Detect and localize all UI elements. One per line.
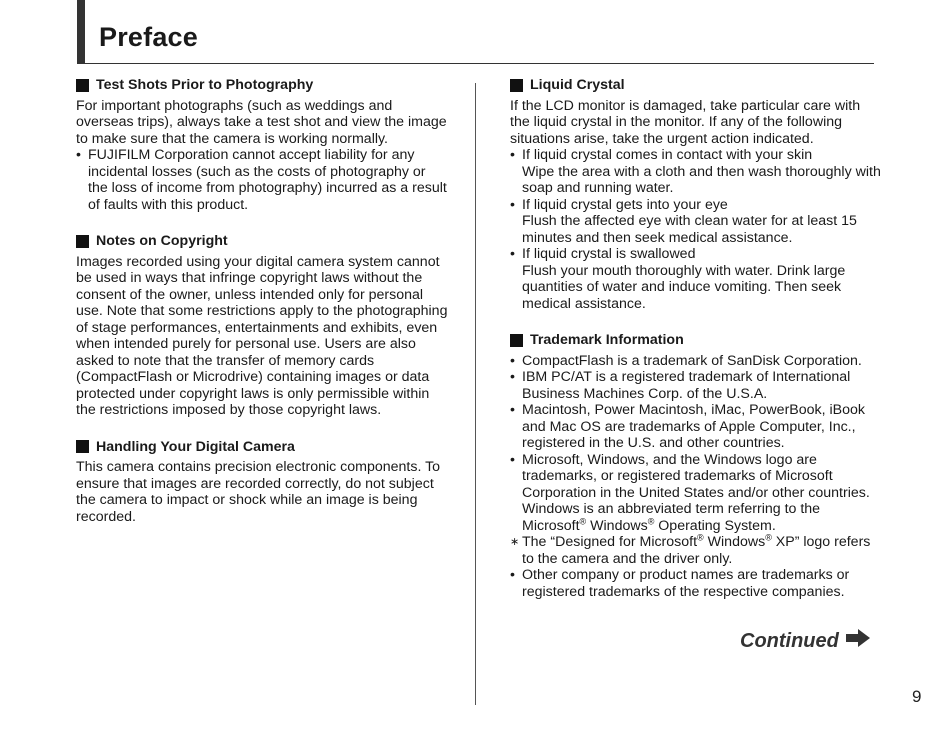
section-liquid-crystal (510, 77, 882, 312)
section-heading (76, 233, 448, 250)
text-run: XP” logo refers to the camera and the driver only. (522, 534, 871, 567)
registered-mark: ® (697, 532, 704, 543)
section-paragraph: This camera contains precision electronic components. To ensure that images are recorded correctly, do not subject the camera to impact or shock while an image is being recorded. (76, 459, 441, 525)
continued-text: Continued (740, 629, 839, 652)
section-heading (76, 77, 448, 94)
right-column (510, 77, 882, 620)
action-text: Flush the affected eye with clean water for at least 15 minutes and then seek medical assistance. (522, 213, 857, 246)
list-item: • IBM PC/AT is a registered trademark of International Business Machines Corp. of the U.S.A. (510, 369, 882, 402)
text-run: Windows (703, 534, 766, 550)
section-handling (76, 439, 448, 526)
section-heading (510, 332, 882, 349)
square-bullet-icon (76, 235, 89, 248)
note-item (510, 534, 882, 567)
section-paragraph: If the LCD monitor is damaged, take particular care with the liquid crystal in the monitor. If any of the following situations arise, take the urgent action indicated. (510, 97, 861, 147)
column-divider (475, 83, 476, 705)
list-item: • FUJIFILM Corporation cannot accept liability for any incidental losses (such as the costs of photography or the loss of income from photography) incurred as a result of faults with this product. (76, 147, 448, 213)
section-heading (510, 77, 882, 94)
heading-text: Notes on Copyright (96, 233, 228, 249)
square-bullet-icon (76, 79, 89, 92)
list-item: • CompactFlash is a trademark of SanDisk Corporation. (510, 353, 882, 370)
heading-text: Test Shots Prior to Photography (96, 77, 314, 93)
continued-label (740, 628, 871, 654)
list-item (510, 246, 882, 312)
title-bar (77, 0, 874, 64)
bullet-list (76, 147, 448, 213)
list-item: • Other company or product names are trademarks or registered trademarks of the respective companies. (510, 567, 882, 600)
section-heading (76, 439, 448, 456)
text-run: Windows (586, 517, 648, 534)
registered-mark: ® (765, 532, 772, 543)
right-arrow-icon (845, 628, 871, 654)
section-paragraph: Images recorded using your digital camera system cannot be used in ways that infringe copyright laws without the consent of the owner, unless intended only for personal use. Note that some restrictions apply to the photographing of stage performances, entertainments and exhibits, even when intended purely for personal use. Users are also asked to note that the transfer of memory cards (CompactFlash or Microdrive) containing images or data protected under copyright laws is only permissible within the restrictions imposed by those copyright laws. (76, 253, 448, 418)
list-item (510, 452, 882, 535)
section-test-shots (76, 77, 448, 213)
section-trademark (510, 332, 882, 600)
page-title: Preface (99, 22, 198, 52)
heading-text: Liquid Crystal (530, 77, 625, 93)
list-item: • Macintosh, Power Macintosh, iMac, PowerBook, iBook and Mac OS are trademarks of Apple Computer, Inc., registered in the U.S. and other countries. (510, 402, 882, 452)
action-text: Flush your mouth thoroughly with water. Drink large quantities of water and induce vomiting. Then seek medical assistance. (522, 262, 846, 312)
registered-mark: ® (647, 515, 655, 526)
text-run: Microsoft, Windows, and the Windows logo are trademarks, or registered trademarks of Microsoft Corporation in the United States and/or other countries. Windows is an abbreviated term referring to the Microsoft (522, 451, 870, 534)
list-item (510, 147, 882, 197)
heading-text: Handling Your Digital Camera (96, 438, 295, 455)
page-number: 9 (912, 687, 922, 706)
text-run: Operating System. (654, 517, 776, 534)
section-copyright (76, 233, 448, 419)
action-text: Wipe the area with a cloth and then wash thoroughly with soap and running water. (522, 163, 881, 196)
condition-text: • If liquid crystal comes in contact with your skin (522, 147, 813, 163)
bullet-list (510, 353, 882, 601)
square-bullet-icon (510, 79, 523, 92)
condition-text: • If liquid crystal gets into your eye (522, 196, 728, 213)
square-bullet-icon (76, 440, 89, 453)
condition-text: • If liquid crystal is swallowed (522, 246, 696, 262)
bullet-list (510, 147, 882, 312)
list-item (510, 197, 882, 247)
left-column (76, 77, 448, 545)
registered-mark: ® (579, 515, 587, 526)
section-paragraph: For important photographs (such as weddings and overseas trips), always take a test shot and view the image to make sure that the camera is working normally. (76, 97, 447, 147)
heading-text: Trademark Information (530, 332, 684, 348)
square-bullet-icon (510, 334, 523, 347)
text-run: The “Designed for Microsoft (522, 534, 698, 550)
